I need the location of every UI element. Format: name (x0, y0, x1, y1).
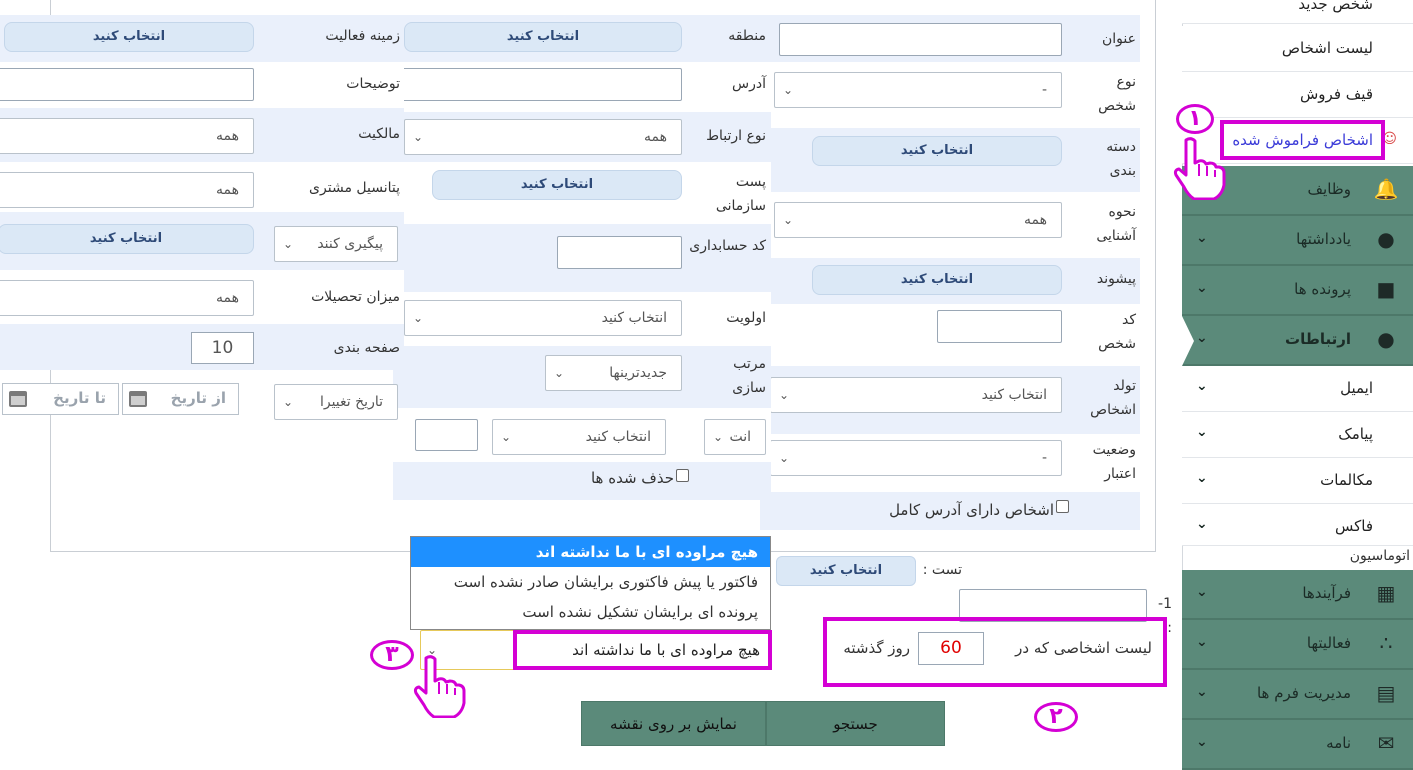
to-date-text: تا تاریخ (53, 389, 106, 407)
sidebar-item-email[interactable] (1182, 366, 1413, 412)
description-label: توضیحات (346, 76, 400, 92)
person-type-label: نوع شخص (1098, 74, 1136, 114)
sidebar-section-processes[interactable] (1182, 570, 1413, 620)
accounting-code-input[interactable] (557, 236, 682, 269)
category-pill[interactable]: انتخاب کنید (812, 136, 1062, 166)
flow-icon: ▦ (1376, 581, 1396, 605)
full-address-label: اشخاص دارای آدرس کامل (889, 501, 1054, 519)
ownership-value: همه (216, 128, 239, 144)
link-label: پیشوند (1096, 271, 1136, 287)
sidebar-item-person-list[interactable] (1182, 26, 1413, 72)
sidebar-item-label: شخص جدید (1298, 0, 1373, 13)
relation-type-value: همه (644, 129, 667, 145)
credit-value: - (1041, 450, 1047, 466)
priority-label: اولویت (726, 310, 766, 326)
sort-select[interactable] (545, 355, 682, 391)
chevron-down-icon: ⌄ (427, 643, 438, 657)
chevron-down-icon: ⌄ (1196, 424, 1208, 440)
relation-type-label: نوع ارتباط (706, 128, 766, 144)
sidebar-section-label: یادداشتها (1296, 230, 1351, 248)
chevron-down-icon: ⌄ (779, 451, 790, 465)
chevron-down-icon: ⌄ (1196, 734, 1208, 750)
chevron-down-icon: ⌄ (283, 395, 294, 409)
ownership-label: مالکیت (358, 126, 400, 142)
change-date-value: تاریخ تغییرا (319, 394, 383, 410)
sidebar-item-label: اشخاص فراموش شده (1232, 131, 1373, 149)
sidebar-section-label: وظایف (1307, 180, 1351, 198)
address-label: آدرس (732, 76, 766, 92)
org-post-label: پست سازمانی (715, 174, 766, 214)
credit-select[interactable] (770, 440, 1062, 476)
sidebar-automation-label: اتوماسیون (1349, 548, 1410, 564)
change-date-select[interactable] (274, 384, 398, 420)
sidebar-item-label: فاکس (1334, 517, 1373, 535)
hand-pointer-icon (1172, 136, 1226, 200)
address-input[interactable] (398, 68, 682, 101)
sidebar-item-label: مکالمات (1320, 471, 1373, 489)
followup-select[interactable] (274, 226, 398, 262)
days-label: روز گذشته (843, 639, 910, 657)
potential-value: همه (216, 182, 239, 198)
education-label: میزان تحصیلات (311, 289, 400, 305)
to-date-input[interactable] (2, 383, 119, 415)
dropdown-option[interactable] (411, 597, 770, 627)
chevron-down-icon: ⌄ (783, 213, 794, 227)
sidebar-section-label: فرآیندها (1302, 584, 1351, 602)
interaction-select-value: هیچ مراوده ای با ما نداشته اند (572, 641, 760, 659)
code-input[interactable] (937, 310, 1062, 343)
priority-value: انتخاب کنید (601, 310, 667, 326)
relation-type-select[interactable] (404, 119, 682, 155)
chevron-down-icon: ⌄ (779, 388, 790, 402)
sidebar-item-label: ایمیل (1340, 379, 1373, 397)
chevron-down-icon: ⌄ (1196, 280, 1208, 296)
followup-value: پیگیری کنند (317, 236, 383, 252)
calendar-icon[interactable] (129, 391, 147, 407)
sidebar-section-notes[interactable] (1182, 216, 1413, 266)
description-input[interactable] (0, 68, 254, 101)
dropdown-option-text: فاکتور یا پیش فاکتوری برایشان صادر نشده است (453, 573, 758, 591)
interaction-dropdown-list (410, 536, 771, 630)
small-select-value: انت (729, 429, 751, 445)
paging-label: صفحه بندی (333, 340, 400, 356)
spinner-icon: ∴ (1379, 631, 1393, 655)
sidebar-item-label: پیامک (1338, 425, 1373, 443)
bell-icon: 🔔 (1373, 177, 1399, 201)
sidebar-section-label: مدیریت فرم ها (1256, 684, 1351, 702)
sidebar-item-sales-funnel[interactable] (1182, 72, 1413, 118)
test-label: تست : (922, 562, 962, 578)
category-label: دسته بندی (1106, 139, 1136, 179)
education-value: همه (216, 290, 239, 306)
from-date-input[interactable] (122, 383, 239, 415)
sidebar-section-activities[interactable] (1182, 620, 1413, 670)
search-button[interactable]: جستجو (766, 701, 945, 746)
full-address-checkbox[interactable] (1056, 500, 1069, 513)
step2-circle: ۲ (1034, 702, 1078, 732)
generic-select[interactable] (492, 419, 666, 455)
person-type-value: - (1041, 82, 1047, 98)
org-post-pill[interactable]: انتخاب کنید (432, 170, 682, 200)
chevron-down-icon: ⌄ (1196, 684, 1208, 700)
birth-value: انتخاب کنید (981, 387, 1047, 403)
acquaintance-select[interactable] (774, 202, 1062, 238)
chat-icon: ● (1377, 227, 1395, 251)
chevron-down-icon: ⌄ (1196, 634, 1208, 650)
activity-pill[interactable]: انتخاب کنید (4, 22, 254, 52)
acquaintance-label: نحوه آشنایی (1096, 204, 1136, 244)
title-label: عنوان (1102, 31, 1136, 47)
sort-value: جدیدترینها (609, 365, 667, 381)
calendar-icon[interactable] (9, 391, 27, 407)
chevron-down-icon: ⌄ (1196, 330, 1208, 346)
region-label: منطقه (728, 28, 766, 44)
education-select[interactable] (0, 280, 254, 316)
sidebar-item-label: قیف فروش (1300, 85, 1373, 103)
mail-icon: ✉ (1377, 731, 1395, 755)
sidebar-section-forms[interactable] (1182, 670, 1413, 720)
sidebar-section-communications[interactable] (1182, 316, 1413, 366)
birth-select[interactable] (770, 377, 1062, 413)
dropdown-option-text: هیچ مراوده ای با ما نداشته اند (535, 543, 758, 561)
paging-input[interactable]: 10 (191, 332, 254, 364)
folder-icon: ■ (1376, 277, 1396, 301)
chevron-down-icon: ⌄ (1196, 584, 1208, 600)
ownership-select[interactable] (0, 118, 254, 154)
list-persons-label: لیست اشخاصی که در (1015, 639, 1152, 657)
acquaintance-value: همه (1024, 212, 1047, 228)
map-button[interactable]: نمایش بر روی نقشه (581, 701, 766, 746)
hand-pointer-icon (412, 654, 466, 718)
title-input[interactable] (779, 23, 1062, 56)
chevron-down-icon: ⌄ (1196, 470, 1208, 486)
sidebar-section-files[interactable] (1182, 266, 1413, 316)
days-input[interactable]: 60 (918, 632, 984, 665)
credit-label: وضعیت اعتبار (1092, 442, 1136, 482)
form-icon: ▤ (1376, 681, 1396, 705)
chevron-down-icon: ⌄ (1196, 230, 1208, 246)
code-label: کد شخص (1098, 312, 1136, 352)
sidebar-item-sms[interactable] (1182, 412, 1413, 458)
chevron-down-icon: ⌄ (1196, 516, 1208, 532)
birth-label: تولد اشخاص (1090, 378, 1136, 418)
dropdown-option[interactable] (411, 567, 770, 597)
chevron-down-icon: ⌄ (413, 311, 424, 325)
field-1-label: 1- : (1158, 596, 1172, 636)
followup-pill[interactable]: انتخاب کنید (0, 224, 254, 254)
person-type-select[interactable] (774, 72, 1062, 108)
person-icon: ☺ (1382, 131, 1397, 147)
activity-label: زمینه فعالیت (325, 28, 400, 44)
sidebar-item-label: لیست اشخاص (1281, 39, 1373, 57)
chevron-down-icon: ⌄ (413, 130, 424, 144)
deleted-label: حذف شده ها (590, 469, 674, 487)
small-select[interactable] (704, 419, 766, 455)
potential-select[interactable] (0, 172, 254, 208)
sidebar-item-new-person[interactable] (1182, 0, 1413, 24)
sort-label: مرتب سازی (732, 356, 766, 396)
chevron-down-icon: ⌄ (501, 430, 512, 444)
small-input[interactable] (415, 419, 478, 451)
dropdown-option-text: پرونده ای برایشان تشکیل نشده است (522, 603, 758, 621)
sidebar-section-label: پرونده ها (1294, 280, 1351, 298)
sidebar-item-calls[interactable] (1182, 458, 1413, 504)
generic-select-value: انتخاب کنید (585, 429, 651, 445)
link-pill[interactable]: انتخاب کنید (812, 265, 1062, 295)
step3-circle: ۳ (370, 640, 414, 670)
region-pill[interactable]: انتخاب کنید (404, 22, 682, 52)
sidebar-item-fax[interactable] (1182, 504, 1413, 546)
sidebar-section-label: ارتباطات (1285, 330, 1351, 348)
from-date-text: از تاریخ (170, 389, 226, 407)
deleted-checkbox[interactable] (676, 469, 689, 482)
chevron-down-icon: ⌄ (713, 430, 724, 444)
accounting-code-label: کد حسابداری (689, 238, 766, 254)
person-icon: ● (1377, 327, 1395, 351)
sidebar-section-label: نامه (1326, 734, 1351, 752)
priority-select[interactable] (404, 300, 682, 336)
chevron-down-icon: ⌄ (283, 237, 294, 251)
chevron-down-icon: ⌄ (783, 83, 794, 97)
sidebar-section-label: فعالیتها (1306, 634, 1351, 652)
test-pill[interactable]: انتخاب کنید (776, 556, 916, 586)
dropdown-option[interactable] (411, 537, 770, 567)
step1-circle: ۱ (1176, 104, 1214, 134)
step1-highlight (1220, 120, 1385, 160)
sidebar-section-letters[interactable] (1182, 720, 1413, 770)
chevron-down-icon: ⌄ (554, 366, 565, 380)
chevron-down-icon: ⌄ (1196, 378, 1208, 394)
potential-label: پتانسیل مشتری (309, 180, 400, 196)
active-section-notch (1182, 316, 1194, 366)
